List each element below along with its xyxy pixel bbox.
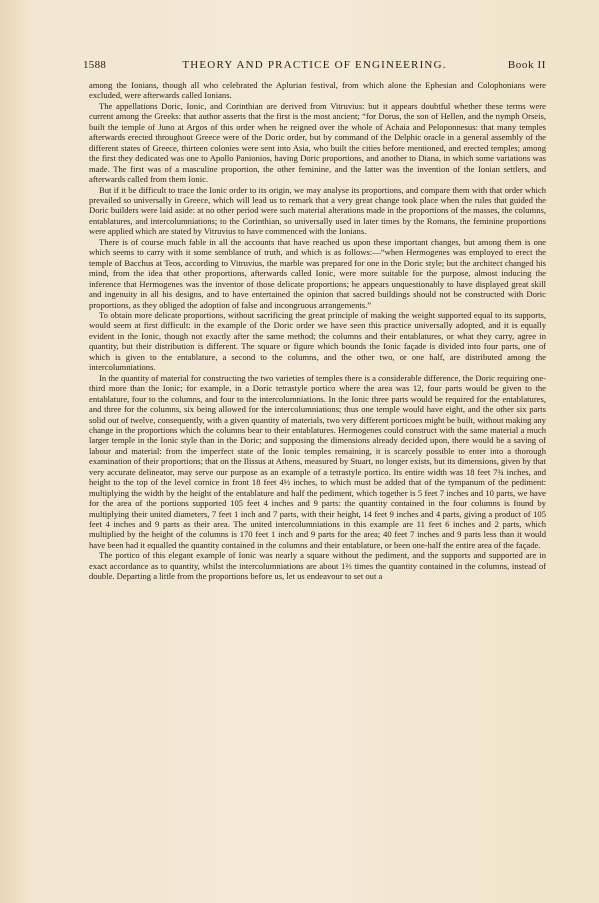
page-number: 1588 — [83, 59, 107, 71]
book-label: Book II — [507, 59, 546, 71]
running-title: THEORY AND PRACTICE OF ENGINEERING. — [182, 59, 447, 71]
paragraph: To obtain more delicate proportions, without sacrificing the great principle of making the weight supported equal to its supports, would seem at first difficult: in the example of the Doric order we have seen this practice universally adopted, and it is equally evident in the Ionic, though not exactly after the same method; the columns and their entablatures, or what they carry, agree in quantity, but their distribution is different. The square or figure which bounds the Ionic façade is divided into four parts, one of which is given to the entablature, a second to the columns, and the other two, or one half, are distributed among the intercolumniations. — [89, 309, 546, 373]
paragraph: There is of course much fable in all the accounts that have reached us upon these important changes, but among them is one which seems to carry with it some semblance of truth, and which is as follows:—“when Hermogenes was employed to erect the temple of Bacchus at Teos, according to Vitruvius, the marble was prepared for one in the Doric style; but the architect changed his mind, from the idea that other proportions, afterwards called Ionic, were more suitable for the purpose, almost inducing the inference that Hermogenes was the inventor of those delicate proportions; he appears unquestionably to have displayed great skill and ingenuity in all his designs, and to have entertained the opinion that sacred buildings should not be constructed with Doric proportions, as they obliged the adoption of false and incongruous arrangements.” — [89, 236, 546, 310]
paragraph: But if it be difficult to trace the Ionic order to its origin, we may analyse its proportions, and compare them with that order which prevailed so universally in Greece, which will lead us to remark that a very great change took place when the rules that guided the Doric builders were laid aside: at no other period were such material alterations made in the proportions of the masses, the columns, entablatures, and intercolumniations; to the Corinthian, so universally used in later times by the Romans, the feminine proportions were applied which are stated by Vitruvius to have commenced with the Ionians. — [89, 184, 546, 237]
body-text — [89, 80, 546, 582]
paragraph: In the quantity of material for constructing the two varieties of temples there is a considerable difference, the Doric requiring one-third more than the Ionic; for example, in a Doric tetrastyle portico where the area was 12, four parts would be given to the entablature, four to the columns, and four to the intercolumniations. In the Ionic three parts would be required for the entablatures, and three for the columns, six being allowed for the intercolumniations; thus one temple would have eight, and the other six parts solid out of twelve, consequently, with a given quantity of materials, two very different porticoes might be built, without making any change in the proportions which the columns bear to their entablatures. Hermogenes could construct with the same material a much larger temple in the Ionic style than in the Doric; and supposing the dimensions already decided upon, there would be a saving of labour and material: from the imperfect state of the Ionic temples remaining, it is scarcely possible to enter into a thorough examination of their proportions; that on the Ilissus at Athens, measured by Stuart, no longer exists, but its dimensions, given by that very accurate delineator, may serve our purpose as an example of a tetrastyle portico. Its entire width was 18 feet 7¾ inches, and height to the top of the level cornice in front 18 feet 4½ inches, to which must be added that of the tympanum of the pediment: multiplying the width by the height of the entablature and half the pediment, which together is 5 feet 7 inches and 10 parts, we have for the area of the portions supported 105 feet 4 inches and 9 parts: the quantity contained in the four columns is found by multiplying their united diameters, 7 feet 1 inch and 7 parts, with their height, 14 feet 9 inches and 4 parts, giving a product of 105 feet 4 inches and 9 parts as their area. The united intercolumniations in this example are 11 feet 6 inches and 2 parts, which multiplied by the height of the columns is 170 feet 1 inch and 9 parts for the area; 40 feet 7 inches and 9 parts less than it would have been had it equalled the quantity contained in the columns and their entablature, or been one-half the entire area of the façade. — [89, 372, 546, 550]
paragraph: among the Ionians, though all who celebrated the Aplurian festival, from which alone the Ephesian and Colophonians were excluded, were afterwards called Ionians. — [89, 80, 546, 101]
running-header — [83, 59, 546, 75]
paragraph: The portico of this elegant example of Ionic was nearly a square without the pediment, and the supports and supported are in exact accordance as to quantity, whilst the intercolumniations are about 1⅔ times the quantity contained in the columns, instead of double. Departing a little from the proportions before us, let us endeavour to set out a — [89, 550, 546, 582]
paragraph: The appellations Doric, Ionic, and Corinthian are derived from Vitruvius: but it appears doubtful whether these terms were current among the Greeks: that author asserts that the first is the most ancient; “for Dorus, the son of Hellen, and the nymph Orseis, built the temple of Juno at Argos of this order when he reigned over the whole of Achaia and Peloponnesus: that many temples afterwards erected throughout Greece were of the Doric order, but by command of the Delphic oracle in a general assembly of the different states of Greece, thirteen colonies were sent into Asia, who built the cities before mentioned, and erected temples; among the first they dedicated was one to Apollo Panionios, having Doric proportions, and another to Diana, in which some variations was made. The first was of a masculine proportion, the other feminine, and the latter was the invention of the Ionian settlers, and afterwards called from them Ionic. — [89, 100, 546, 185]
